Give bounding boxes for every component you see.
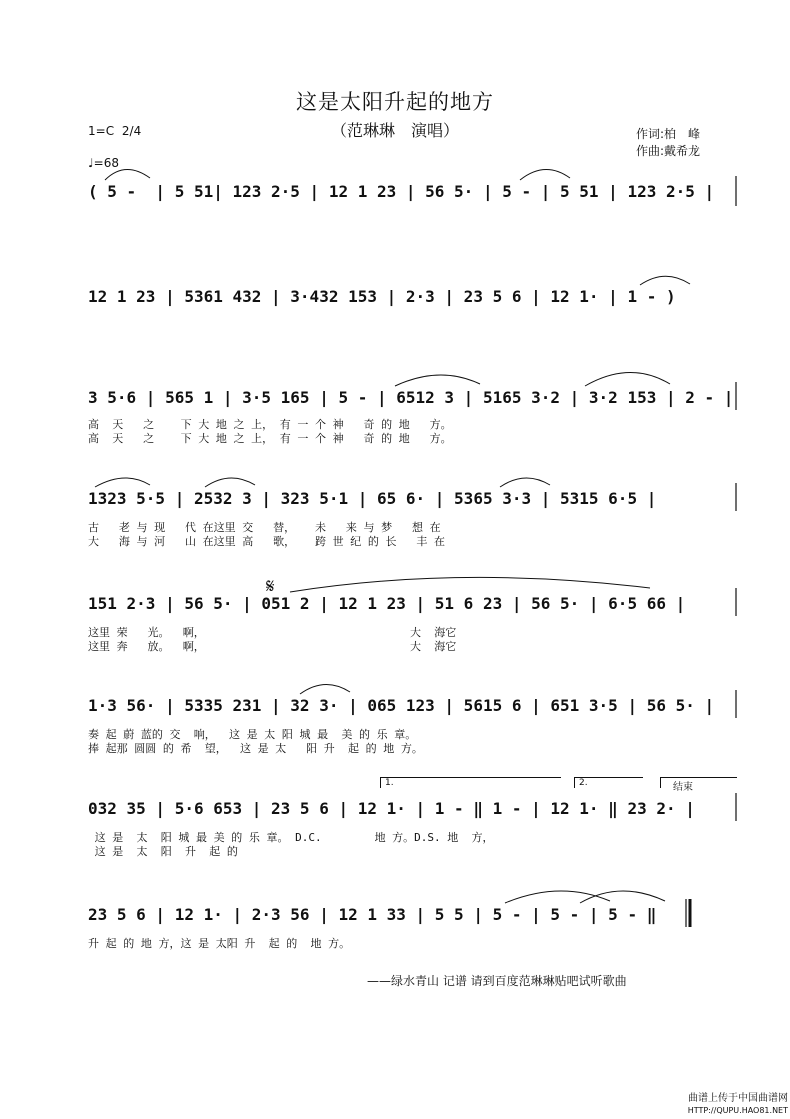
time-signature: 2/4	[121, 124, 142, 138]
notation-line-5: 151 2·3 | 56 5· | 051 2 | 12 1 23 | 51 6 23 | 56 5· | 6·5 66 |	[88, 594, 686, 613]
slur-arc	[585, 372, 670, 386]
composer-credit: 作曲:戴希龙	[636, 144, 701, 158]
lyrics-line-7-verse-2: 这 是 太 阳 升 起 的	[88, 845, 238, 858]
volta-label-2: 2.	[579, 778, 588, 788]
notation-line-4: 1323 5·5 | 2532 3 | 323 5·1 | 65 6· | 5365 3·3 | 5315 6·5 |	[88, 489, 657, 508]
lyrics-line-6-verse-1: 奏 起 蔚 蓝的 交 响， 这 是 太 阳 城 最 美 的 乐 章。	[88, 728, 417, 741]
lyrics-line-4-verse-2: 大 海 与 河 山 在这里 高 歌， 跨 世 纪 的 长 丰 在	[88, 535, 445, 548]
ending-label: 结束	[673, 782, 693, 793]
slur-arc	[205, 478, 255, 487]
lyrics-line-5-verse-1: 这里 荣 光。 啊， 大 海它	[88, 626, 457, 639]
lyrics-line-8: 升 起 的 地 方，这 是 太阳 升 起 的 地 方。	[88, 937, 351, 950]
watermark-line-2: HTTP://QUPU.HAO81.NET	[687, 1106, 788, 1115]
lyricist-credit: 作词:柏 峰	[636, 127, 701, 141]
lyrics-line-4-verse-1: 古 老 与 现 代 在这里 交 替， 未 来 与 梦 想 在	[88, 521, 441, 534]
notation-line-1: ( 5 - | 5 51| 123 2·5 | 12 1 23 | 56 5· | 5 - | 5 51 | 123 2·5 |	[88, 182, 715, 201]
lyrics-line-7-verse-1: 这 是 太 阳 城 最 美 的 乐 章。 D.C. 地 方。D.S. 地 方，	[88, 831, 494, 844]
segno-sign: 𝄋	[266, 574, 275, 598]
notation-line-7: 032 35 | 5·6 653 | 23 5 6 | 12 1· | 1 - ‖ 1 - | 12 1· ‖ 23 2· |	[88, 799, 695, 818]
lyrics-line-6-verse-2: 捧 起那 圆圆 的 希 望， 这 是 太 阳 升 起 的 地 方。	[88, 742, 423, 755]
slur-arc	[300, 684, 350, 694]
lyrics-line-3-verse-2: 高 天 之 下 大 地 之 上， 有 一 个 神 奇 的 地 方。	[88, 432, 452, 445]
slur-arc	[520, 169, 570, 180]
watermark-line-1: 曲谱上传于中国曲谱网	[688, 1093, 788, 1104]
notation-line-3: 3 5·6 | 565 1 | 3·5 165 | 5 - | 6512 3 | 5165 3·2 | 3·2 153 | 2 - |	[88, 388, 734, 407]
slur-arc	[580, 891, 665, 903]
slur-arc	[290, 577, 650, 592]
score-title: 这是太阳升起的地方	[296, 90, 494, 114]
slur-arc	[500, 478, 550, 487]
key-signature: 1=C	[88, 124, 115, 138]
notation-line-8: 23 5 6 | 12 1· | 2·3 56 | 12 1 33 | 5 5 | 5 - | 5 - | 5 - ‖	[88, 905, 657, 924]
tempo-marking: ♩=68	[88, 156, 119, 170]
lyrics-line-3-verse-1: 高 天 之 下 大 地 之 上， 有 一 个 神 奇 的 地 方。	[88, 418, 452, 431]
notation-line-6: 1·3 56· | 5335 231 | 32 3· | 065 123 | 5615 6 | 651 3·5 | 56 5· |	[88, 696, 715, 715]
slur-arc	[105, 169, 150, 180]
slur-arc	[505, 891, 610, 903]
volta-label-1: 1.	[385, 778, 394, 788]
lyrics-line-5-verse-2: 这里 奔 放。 啊， 大 海它	[88, 640, 457, 653]
transcriber-credit: ——绿水青山 记谱 请到百度范琳琳贴吧试听歌曲	[367, 974, 627, 988]
slur-arc	[640, 276, 690, 285]
slur-arc	[395, 375, 480, 386]
slur-arc	[95, 478, 150, 487]
notation-line-2: 12 1 23 | 5361 432 | 3·432 153 | 2·3 | 23 5 6 | 12 1· | 1 - )	[88, 287, 676, 306]
score-subtitle: （范琳琳 演唱）	[330, 121, 459, 140]
